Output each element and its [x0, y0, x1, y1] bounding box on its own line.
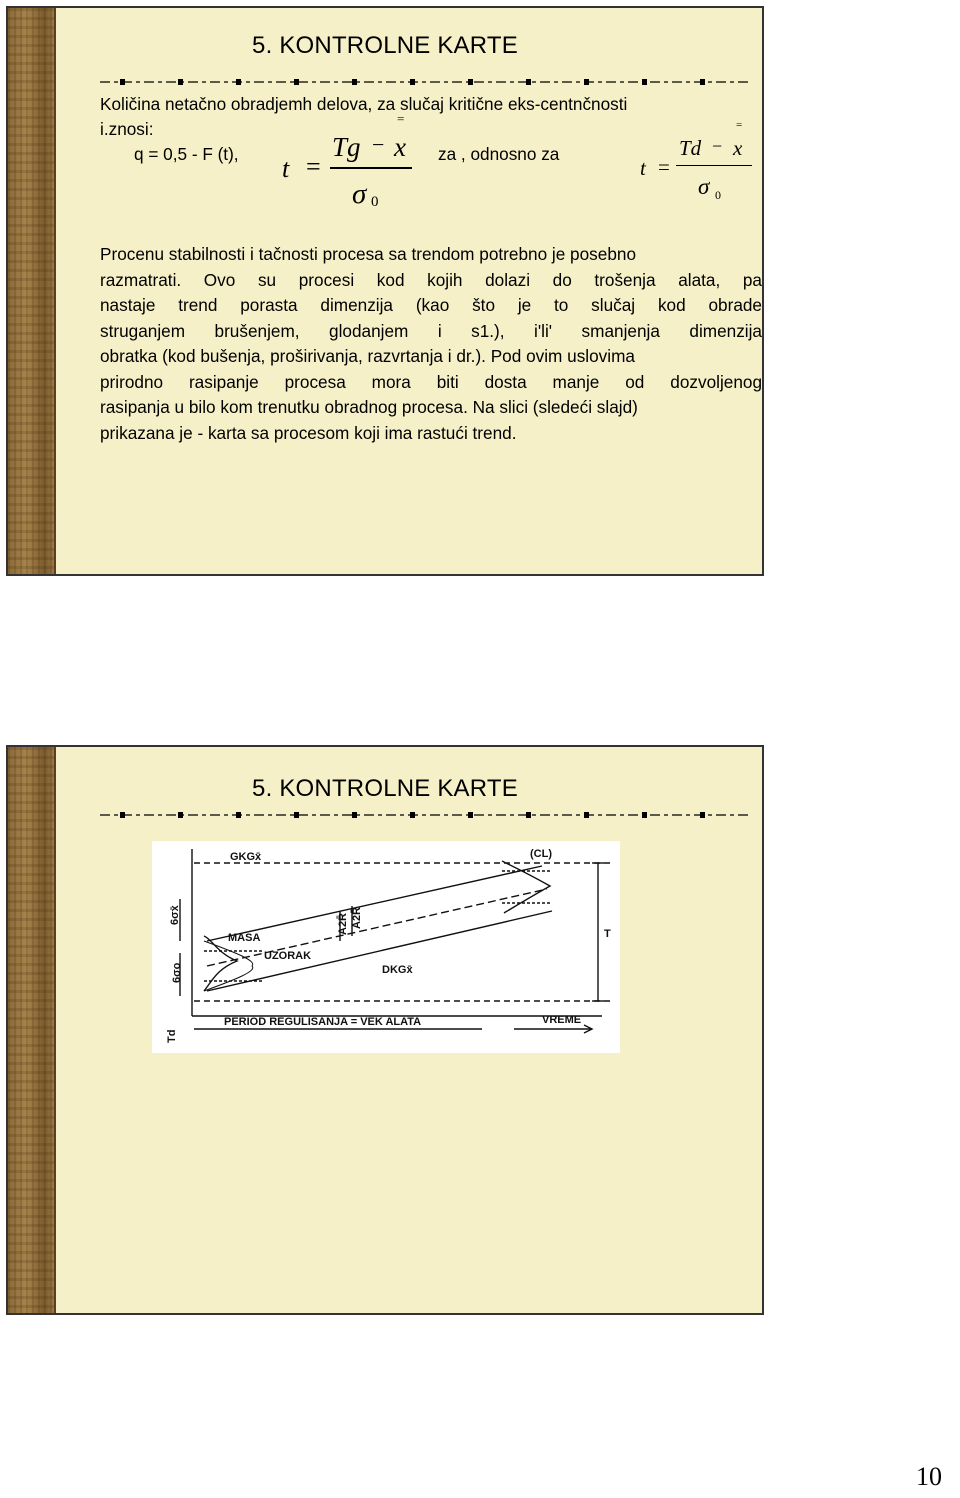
q-expression: q = 0,5 - F (t), [134, 144, 239, 164]
label-a2r-b: A2R̄ [351, 906, 363, 929]
label-six-sigma-bottom: 6σo [171, 962, 183, 983]
label-dkg: DKGx̄ [382, 964, 413, 976]
label-vreme: VREME [542, 1014, 582, 1026]
label-six-sigma-top: 6σx̄ [169, 905, 181, 925]
fraction-bar [330, 167, 412, 169]
slide-2 [6, 745, 764, 1315]
label-masa: MASA [228, 932, 261, 944]
paragraph-line: nastaje trend porasta dimenzija (kao što je to slučaj kod obrade [100, 295, 762, 315]
slide-title: 5. KONTROLNE KARTE [252, 32, 518, 59]
label-t: T [604, 928, 611, 940]
paragraph-line: rasipanja u bilo kom trenutku obradnog procesa. Na slici (sledeći slajd) [100, 397, 638, 417]
decorative-divider [100, 811, 750, 819]
label-uzorak: UZORAK [264, 950, 312, 962]
control-chart-figure [152, 841, 620, 1053]
paragraph-line: razmatrati. Ovo su procesi kod kojih dolazi do trošenja alata, pa [100, 269, 762, 290]
slide-1: 5. KONTROLNE KARTE Količina netačno obradjemh delova, za slučaj kritične eks-centnčnosti i.znosi: q = 0,5 - F (t), t = Tg − = x σ 0 za , odnosno za t = Td − = x σ 0 Procenu stabilnosti i tačnosti procesa sa trendom potrebno je posebno razmatrati. Ovo su procesi kod kojih dolazi do trošenja alata, pa nastaje trend porasta dimenzija (kao što je to slučaj kod obrade struganjem brušenjem, glodanjem i s1.), i'li' smanjenja dimenzija obratka (kod bušenja, proširivanja, razvrtanja i dr.). Pod ovim uslovima prirodno rasipanje procesa mora biti dosta manje od dozvoljenog rasipanja u bilo kom trenutku obradnog procesa. Na slici (sledeći slajd) prikazana je - karta sa procesom koji ima rastući trend. [6, 6, 764, 576]
page-number: 10 [916, 1462, 942, 1491]
intro-line-1: Količina netačno obradjemh delova, za slučaj kritične eks-centnčnosti [100, 94, 628, 114]
label-a2r-a: A2R̄ [337, 912, 349, 935]
decorative-divider [100, 78, 750, 86]
label-cl: (CL) [530, 848, 552, 860]
paragraph-line: struganjem brušenjem, glodanjem i s1.), i'li' smanjenja dimenzija [100, 320, 762, 341]
slide-title: 5. KONTROLNE KARTE [252, 775, 518, 802]
control-chart-drawing [152, 841, 620, 1053]
paragraph-line: prikazana je - karta sa procesom koji ima rastući trend. [100, 422, 517, 443]
intro-line-2: i.znosi: [100, 119, 154, 139]
mid-text: za , odnosno za [438, 144, 560, 164]
wood-border-decoration [8, 747, 56, 1313]
paragraph-line: prirodno rasipanje procesa mora biti dosta manje od dozvoljenog [100, 371, 762, 392]
label-period: PERIOD REGULISANJA = VEK ALATA [224, 1016, 422, 1028]
label-td: Td [166, 1029, 178, 1043]
wood-border-decoration [8, 8, 56, 574]
fraction-bar [676, 165, 752, 166]
paragraph-line: obratka (kod bušenja, proširivanja, razvrtanja i dr.). Pod ovim uslovima [100, 346, 635, 366]
paragraph-line: Procenu stabilnosti i tačnosti procesa sa trendom potrebno je posebno [100, 244, 637, 264]
label-gkg: GKGx̄ [230, 851, 262, 863]
